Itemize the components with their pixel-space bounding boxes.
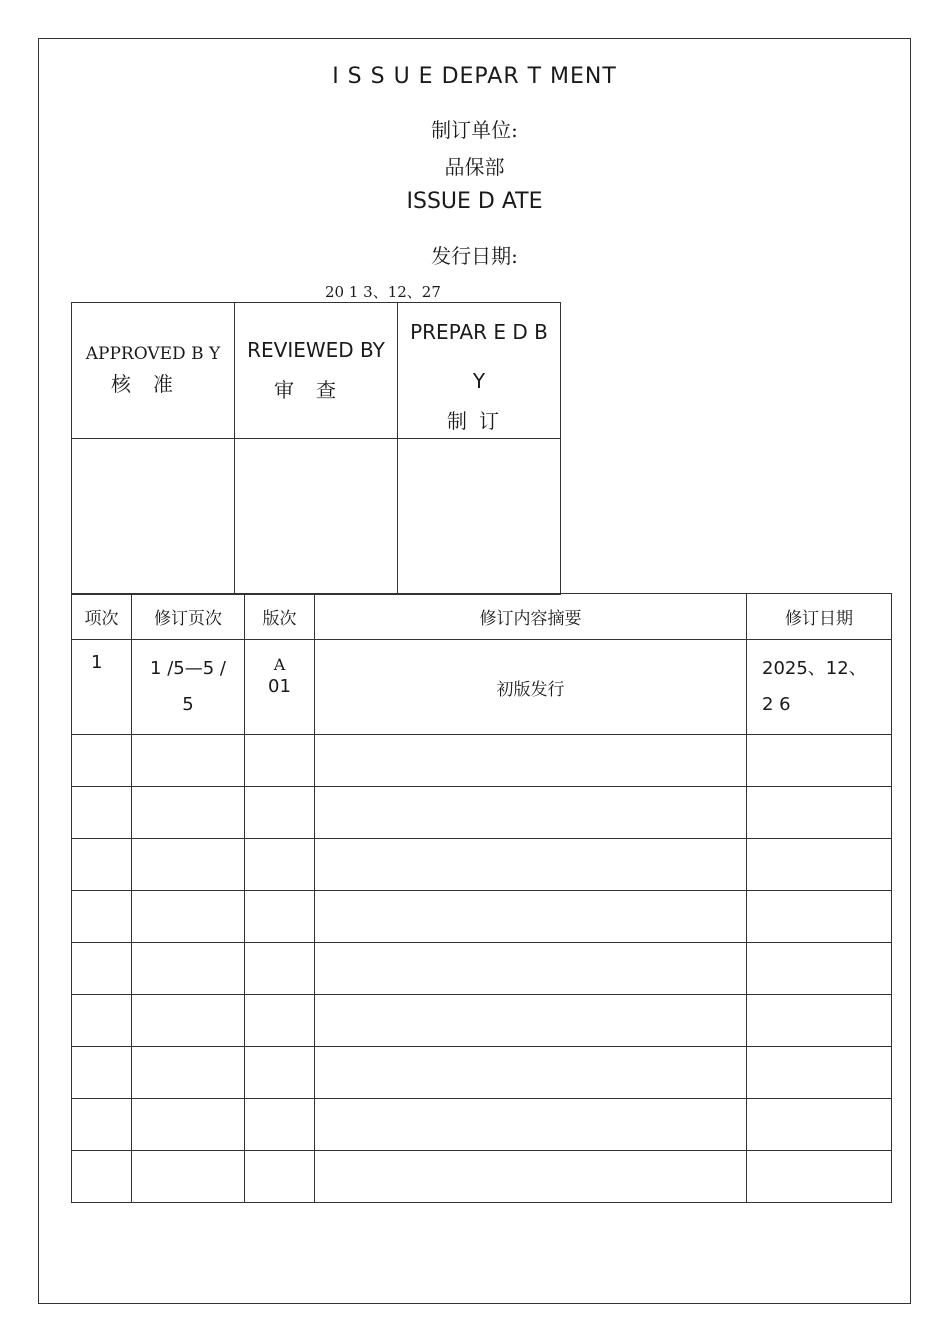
row-pages-line1: 1 /5—5 / bbox=[150, 658, 226, 679]
table-row bbox=[72, 1047, 892, 1099]
reviewed-by-label: REVIEWED BY bbox=[247, 338, 385, 362]
empty-cell[interactable] bbox=[747, 839, 892, 891]
reviewed-signature-cell[interactable] bbox=[235, 439, 398, 595]
row-date-line1: 2025、12、 bbox=[762, 658, 867, 679]
approved-signature-cell[interactable] bbox=[72, 439, 235, 595]
header-pages: 修订页次 bbox=[132, 594, 245, 640]
department-value: 品保部 bbox=[444, 155, 505, 179]
empty-cell[interactable] bbox=[132, 839, 245, 891]
empty-cell[interactable] bbox=[245, 1047, 315, 1099]
prepared-by-label-line1: PREPAR E D B bbox=[410, 320, 548, 344]
empty-cell[interactable] bbox=[132, 891, 245, 943]
row-content: 初版发行 bbox=[315, 640, 747, 735]
empty-cell[interactable] bbox=[315, 735, 747, 787]
table-row bbox=[72, 891, 892, 943]
empty-cell[interactable] bbox=[747, 943, 892, 995]
empty-cell[interactable] bbox=[72, 787, 132, 839]
empty-cell[interactable] bbox=[132, 943, 245, 995]
empty-cell[interactable] bbox=[245, 787, 315, 839]
empty-cell[interactable] bbox=[747, 735, 892, 787]
empty-cell[interactable] bbox=[72, 1047, 132, 1099]
empty-cell[interactable] bbox=[72, 735, 132, 787]
issue-date-label: 发行日期: bbox=[431, 244, 518, 268]
empty-cell[interactable] bbox=[72, 1151, 132, 1203]
empty-cell[interactable] bbox=[315, 891, 747, 943]
issue-department-heading: I S S U E DEPAR T MENT bbox=[332, 64, 617, 89]
table-row bbox=[72, 995, 892, 1047]
signature-body-row bbox=[72, 439, 561, 595]
empty-cell[interactable] bbox=[747, 1151, 892, 1203]
empty-cell[interactable] bbox=[72, 1099, 132, 1151]
table-row bbox=[72, 787, 892, 839]
empty-cell[interactable] bbox=[245, 995, 315, 1047]
empty-cell[interactable] bbox=[72, 891, 132, 943]
empty-cell[interactable] bbox=[315, 943, 747, 995]
empty-cell[interactable] bbox=[747, 1047, 892, 1099]
row-pages-line2: 5 bbox=[182, 694, 194, 715]
header-date: 修订日期 bbox=[747, 594, 892, 640]
empty-cell[interactable] bbox=[132, 735, 245, 787]
row-date bbox=[747, 640, 892, 735]
header-content: 修订内容摘要 bbox=[315, 594, 747, 640]
empty-cell[interactable] bbox=[72, 995, 132, 1047]
approved-by-cell bbox=[72, 303, 235, 439]
prepared-by-label-line2: Y bbox=[472, 369, 486, 393]
issue-date-value: 20 1 3、12、27 bbox=[325, 283, 441, 301]
header-version: 版次 bbox=[245, 594, 315, 640]
empty-cell[interactable] bbox=[132, 1047, 245, 1099]
row-version-line2: 01 bbox=[268, 676, 291, 697]
table-row bbox=[72, 839, 892, 891]
empty-cell[interactable] bbox=[132, 1151, 245, 1203]
row-version-line1: A bbox=[273, 655, 286, 674]
revision-header-row bbox=[72, 594, 892, 640]
signature-header-row bbox=[72, 303, 561, 439]
approved-by-label: APPROVED B Y bbox=[85, 344, 221, 364]
prepared-signature-cell[interactable] bbox=[398, 439, 561, 595]
empty-cell[interactable] bbox=[315, 995, 747, 1047]
empty-cell[interactable] bbox=[747, 1099, 892, 1151]
table-row bbox=[72, 640, 892, 735]
reviewed-cn-label: 审查 bbox=[274, 378, 358, 402]
empty-cell[interactable] bbox=[315, 1047, 747, 1099]
empty-cell[interactable] bbox=[315, 1099, 747, 1151]
empty-cell[interactable] bbox=[315, 1151, 747, 1203]
header-item: 项次 bbox=[72, 594, 132, 640]
revision-table bbox=[71, 593, 892, 1203]
prepared-cn-label: 制订 bbox=[447, 409, 511, 433]
empty-cell[interactable] bbox=[245, 1099, 315, 1151]
row-date-line2: 2 6 bbox=[762, 694, 791, 715]
approved-cn-label: 核准 bbox=[111, 372, 195, 396]
row-version bbox=[245, 640, 315, 735]
row-pages bbox=[132, 640, 245, 735]
row-item: 1 bbox=[72, 640, 132, 735]
empty-cell[interactable] bbox=[747, 891, 892, 943]
department-label: 制订单位: bbox=[431, 118, 518, 142]
empty-cell[interactable] bbox=[132, 787, 245, 839]
empty-cell[interactable] bbox=[132, 995, 245, 1047]
table-row bbox=[72, 1151, 892, 1203]
empty-cell[interactable] bbox=[315, 839, 747, 891]
empty-cell[interactable] bbox=[245, 1151, 315, 1203]
table-row bbox=[72, 1099, 892, 1151]
empty-cell[interactable] bbox=[72, 943, 132, 995]
empty-cell[interactable] bbox=[245, 839, 315, 891]
empty-cell[interactable] bbox=[245, 735, 315, 787]
empty-cell[interactable] bbox=[132, 1099, 245, 1151]
empty-cell[interactable] bbox=[747, 995, 892, 1047]
empty-cell[interactable] bbox=[245, 943, 315, 995]
empty-cell[interactable] bbox=[245, 891, 315, 943]
table-row bbox=[72, 943, 892, 995]
signature-table bbox=[71, 302, 561, 595]
prepared-by-cell bbox=[398, 303, 561, 439]
issue-date-heading: ISSUE D ATE bbox=[406, 189, 543, 214]
reviewed-by-cell bbox=[235, 303, 398, 439]
table-row bbox=[72, 735, 892, 787]
empty-cell[interactable] bbox=[747, 787, 892, 839]
empty-cell[interactable] bbox=[72, 839, 132, 891]
empty-cell[interactable] bbox=[315, 787, 747, 839]
